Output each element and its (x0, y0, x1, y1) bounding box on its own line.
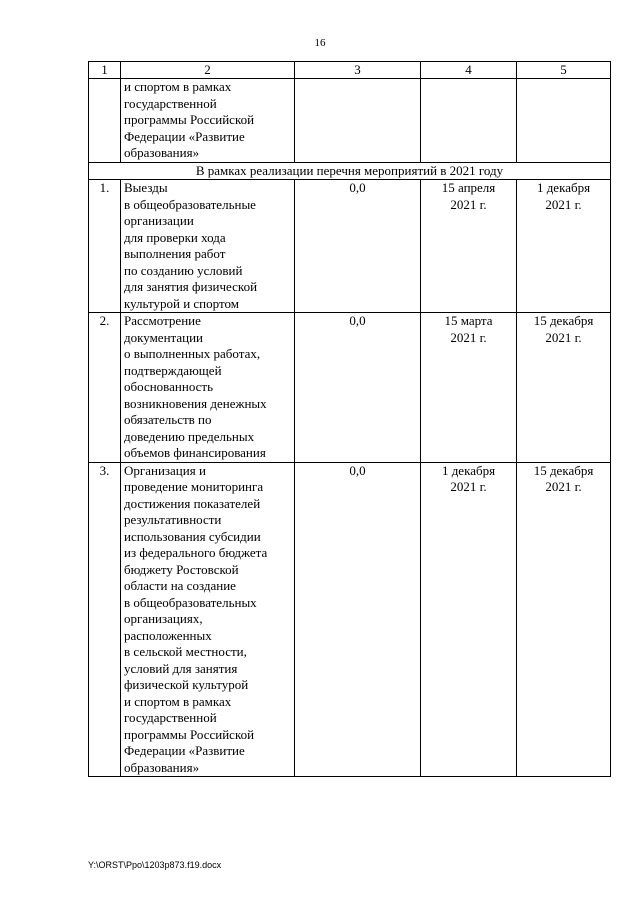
table-header-row (89, 62, 611, 79)
continuation-start-cell (421, 79, 517, 163)
row-start-date: 1 декабря 2021 г. (421, 462, 517, 777)
events-table (88, 61, 611, 777)
table-row (89, 180, 611, 313)
header-col-1: 1 (89, 62, 121, 79)
row-end-date: 1 декабря 2021 г. (517, 180, 611, 313)
header-col-2: 2 (121, 62, 295, 79)
table-row (89, 462, 611, 777)
row-amount: 0,0 (295, 180, 421, 313)
row-end-date: 15 декабря 2021 г. (517, 313, 611, 463)
continuation-num-cell (89, 79, 121, 163)
header-col-5: 5 (517, 62, 611, 79)
row-amount: 0,0 (295, 313, 421, 463)
page-number: 16 (314, 37, 326, 49)
continuation-end-cell (517, 79, 611, 163)
row-number: 3. (89, 462, 121, 777)
continuation-row (89, 79, 611, 163)
row-number: 2. (89, 313, 121, 463)
row-start-date: 15 марта 2021 г. (421, 313, 517, 463)
table-row (89, 313, 611, 463)
row-number: 1. (89, 180, 121, 313)
section-heading: В рамках реализации перечня мероприятий в 2021 году (89, 162, 611, 180)
row-amount: 0,0 (295, 462, 421, 777)
continuation-description: и спортом в рамках государственной программы Российской Федерации «Развитие образования» (121, 79, 295, 163)
row-start-date: 15 апреля 2021 г. (421, 180, 517, 313)
row-description: Рассмотрение документации о выполненных работах, подтверждающей обоснованность возникновения денежных обязательств по доведению предельных объемов финансирования (121, 313, 295, 463)
header-col-4: 4 (421, 62, 517, 79)
footer-file-path: Y:\ORST\Ppo\1203p873.f19.docx (88, 860, 222, 870)
row-end-date: 15 декабря 2021 г. (517, 462, 611, 777)
continuation-amount-cell (295, 79, 421, 163)
row-description: Выезды в общеобразовательные организации для проверки хода выполнения работ по созданию условий для занятия физической культурой и спортом (121, 180, 295, 313)
section-heading-row (89, 162, 611, 180)
header-col-3: 3 (295, 62, 421, 79)
row-description: Организация и проведение мониторинга достижения показателей результативности использования субсидии из федерального бюджета бюджету Ростовской области на создание в общеобразовательных организациях, расположенных в сельской местности, условий для занятия физической культурой и спортом в рамках государственной программы Российской Федерации «Развитие образования» (121, 462, 295, 777)
